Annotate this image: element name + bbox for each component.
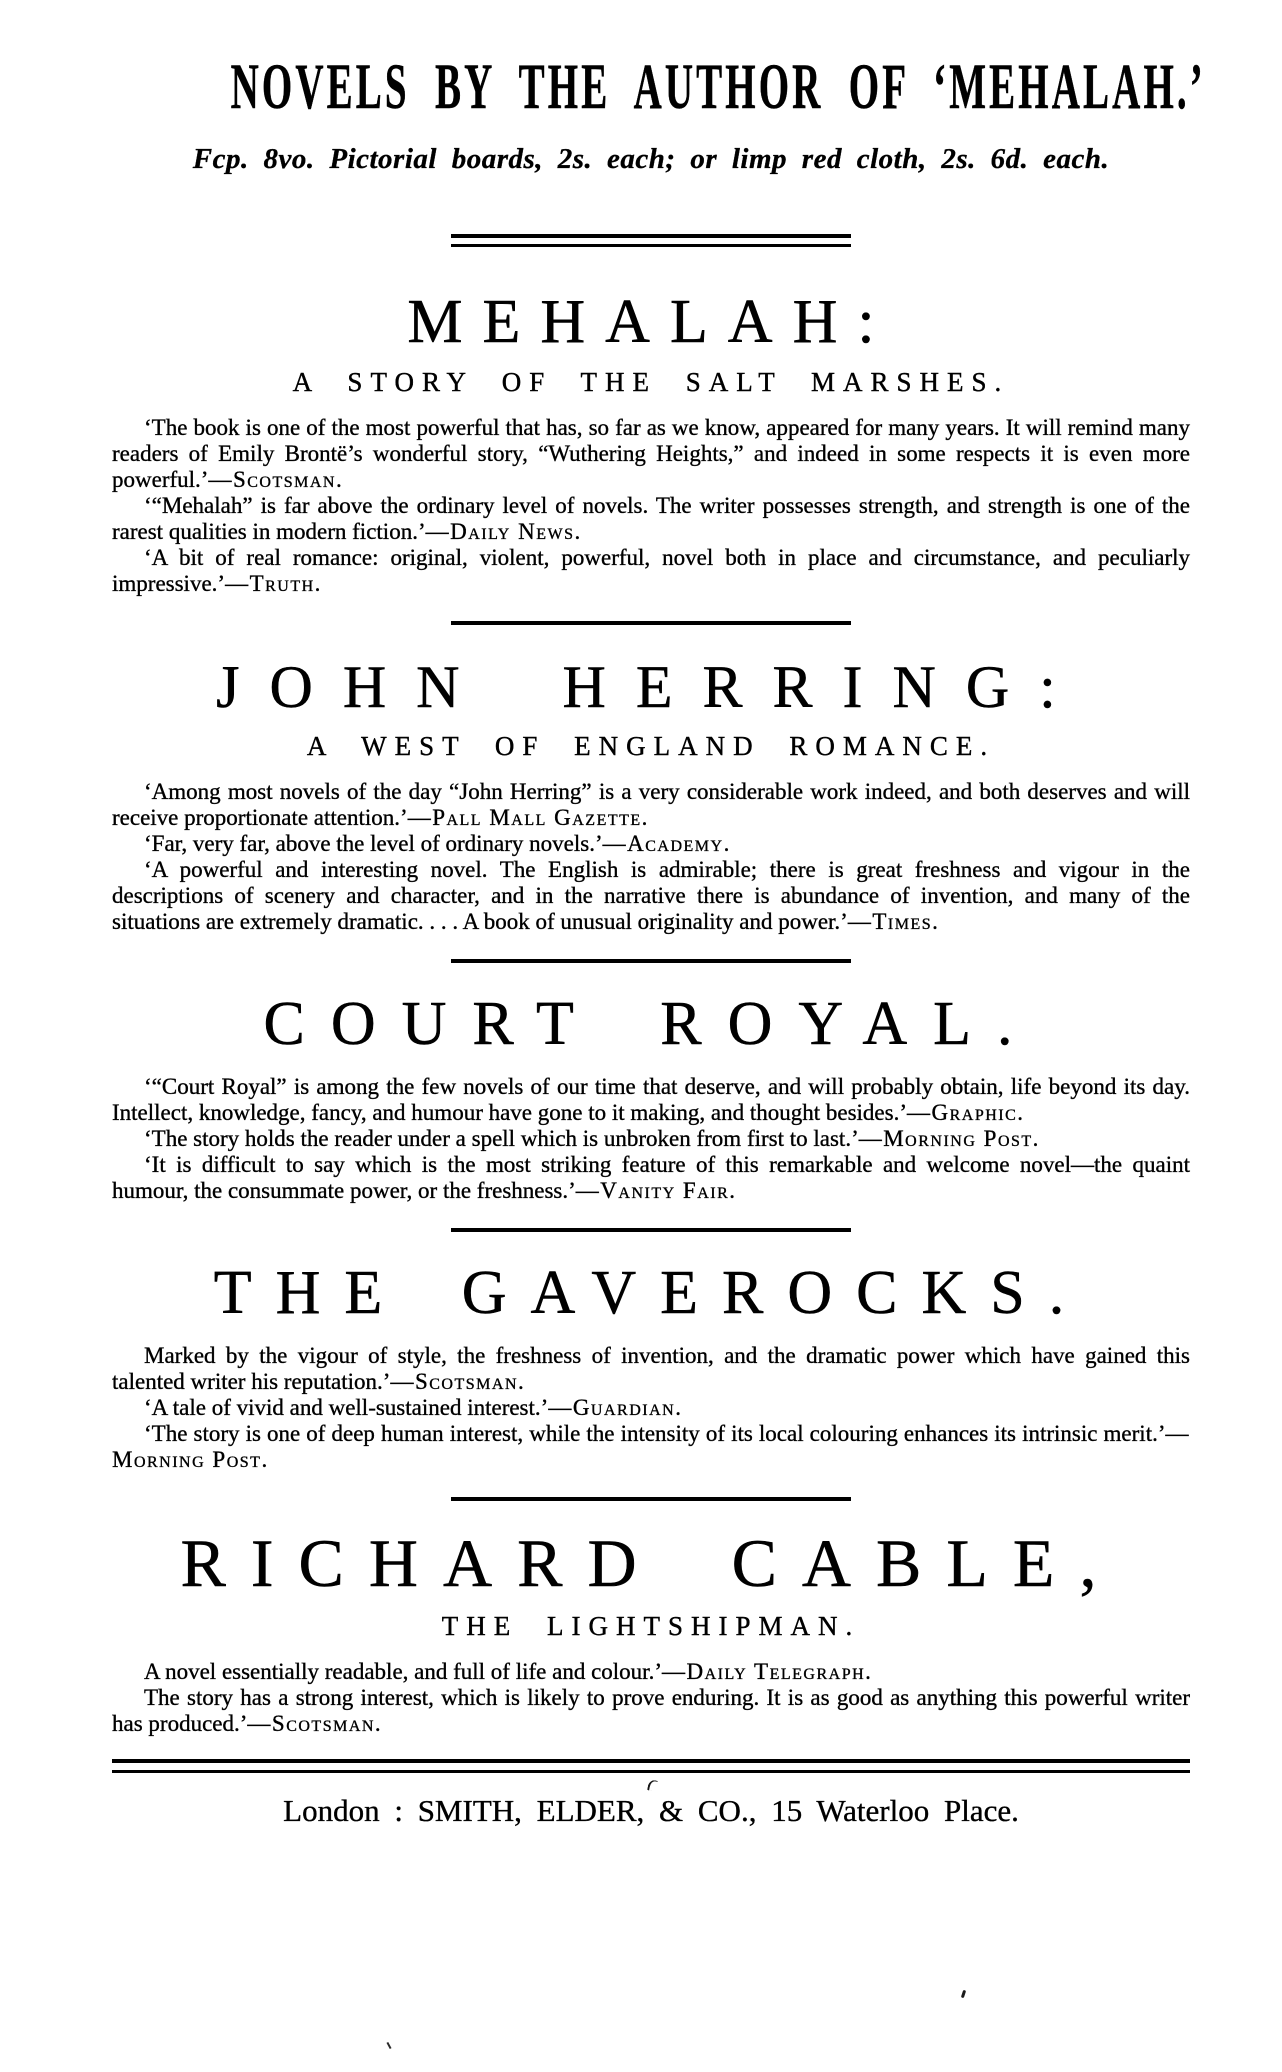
book-subtitle-mehalah: A STORY OF THE SALT MARSHES. (292, 366, 1010, 397)
book-section-john-herring (112, 653, 1190, 935)
review-source: —Scotsman. (208, 466, 344, 492)
review-source: —Times. (847, 908, 940, 934)
review-source: —Guardian. (548, 1394, 683, 1420)
review-quote (112, 1126, 1190, 1152)
review-text: ‘The book is one of the most powerful that has, so far as we know, appeared for many years. It will remind many readers of Emily Brontë’s wonderful story, “Wuthering Heights,” and indeed in some respects it is even more powerful.’ (112, 414, 1190, 492)
review-quotes (112, 1074, 1190, 1204)
book-subtitle-john-herring: A WEST OF ENGLAND ROMANCE. (306, 730, 996, 761)
review-quotes (112, 415, 1190, 597)
scan-speck (386, 2042, 391, 2049)
header-separator-rule (451, 234, 851, 247)
section-separator-rule (451, 1497, 851, 1501)
book-section-gaverocks (112, 1258, 1190, 1473)
book-title-john-herring: JOHN HERRING: (216, 653, 1086, 720)
imprint-text: London : SMITH, ELDER, & CO., 15 Waterloo Place. (283, 1792, 1019, 1828)
review-quotes (112, 1343, 1190, 1473)
section-separator-rule (451, 959, 851, 963)
book-title-gaverocks: THE GAVEROCKS. (213, 1258, 1089, 1327)
review-quote (112, 1659, 1190, 1685)
review-text: The story has a strong interest, which is likely to prove enduring. It is as good as anything this powerful writer has produced.’ (112, 1684, 1190, 1736)
review-quotes (112, 779, 1190, 935)
book-section-mehalah (112, 287, 1190, 597)
review-quote (112, 831, 1190, 857)
review-source: —Vanity Fair. (575, 1177, 737, 1203)
review-text: ‘The story holds the reader under a spell which is unbroken from first to last.’ (144, 1125, 859, 1151)
book-title-court-royal: COURT ROYAL. (263, 989, 1039, 1058)
page-title: NOVELS BY THE AUTHOR OF ‘MEHALAH.’ (230, 49, 1206, 123)
section-separator-rule (451, 621, 851, 625)
book-title-richard-cable: RICHARD CABLE, (180, 1524, 1122, 1601)
review-quote (112, 545, 1190, 597)
review-quote (112, 415, 1190, 493)
review-source: —Morning Post. (858, 1125, 1040, 1151)
review-quotes (112, 1659, 1190, 1737)
review-quote (112, 1395, 1190, 1421)
review-quote (112, 1074, 1190, 1126)
edition-note: Fcp. 8vo. Pictorial boards, 2s. each; or limp red cloth, 2s. 6d. each. (192, 142, 1110, 175)
scan-speck (961, 1990, 966, 1999)
review-quote (112, 1152, 1190, 1204)
book-section-richard-cable (112, 1524, 1190, 1737)
review-quote (112, 1343, 1190, 1395)
review-text: ‘It is difficult to say which is the most striking feature of this remarkable and welcome novel—the quaint humour, the consummate power, or the freshness.’ (112, 1151, 1190, 1203)
review-text: A novel essentially readable, and full of life and colour.’ (144, 1658, 662, 1684)
review-text: ‘Far, very far, above the level of ordinary novels.’ (144, 830, 603, 856)
review-text: ‘The story is one of deep human interest, while the intensity of its local colouring enhances its intrinsic merit.’ (144, 1420, 1166, 1446)
review-source: —Academy. (602, 830, 731, 856)
review-text: ‘A bit of real romance: original, violent, powerful, novel both in place and circumstance, and peculiarly impressive.’ (112, 544, 1190, 596)
review-source: —Truth. (225, 570, 322, 596)
review-source: —Graphic. (907, 1099, 1025, 1125)
review-text: ‘A powerful and interesting novel. The English is admirable; there is great freshness and vigour in the descriptions of scenery and character, and in the narrative there is abundance of invention, and many of the situations are extremely dramatic. . . . A book of unusual originality and power.’ (112, 856, 1190, 934)
book-title-mehalah: MEHALAH: (407, 287, 895, 356)
review-text: Marked by the vigour of style, the freshness of invention, and the dramatic power which have gained this talented writer his reputation.’ (112, 1342, 1190, 1394)
book-section-court-royal (112, 989, 1190, 1204)
review-source: —Daily Telegraph. (661, 1658, 873, 1684)
review-quote (112, 493, 1190, 545)
review-source: —Pall Mall Gazette. (407, 804, 649, 830)
review-source: —Scotsman. (247, 1710, 383, 1736)
footer-separator-rule (112, 1759, 1190, 1773)
review-quote (112, 1421, 1190, 1473)
review-text: ‘A tale of vivid and well-sustained interest.’ (144, 1394, 549, 1420)
review-quote (112, 1685, 1190, 1737)
book-subtitle-richard-cable: THE LIGHTSHIPMAN. (441, 1610, 861, 1641)
scan-artifact-mark (647, 1779, 658, 1791)
section-separator-rule (451, 1228, 851, 1232)
review-quote (112, 779, 1190, 831)
review-text: ‘Among most novels of the day “John Herring” is a very considerable work indeed, and both deserves and will receive proportionate attention.’ (112, 778, 1190, 830)
review-source: —Morning Post. (112, 1420, 1190, 1472)
review-text: ‘“Court Royal” is among the few novels of our time that deserve, and will probably obtain, life beyond its day. Intellect, knowledge, fancy, and humour have gone to it making, and thought besides.’ (112, 1073, 1190, 1125)
review-quote (112, 857, 1190, 935)
review-source: —Scotsman. (390, 1368, 526, 1394)
publisher-imprint (112, 1793, 1190, 1829)
review-source: —Daily News. (425, 518, 582, 544)
review-text: ‘“Mehalah” is far above the ordinary level of novels. The writer possesses strength, and strength is one of the rarest qualities in modern fiction.’ (112, 492, 1190, 544)
